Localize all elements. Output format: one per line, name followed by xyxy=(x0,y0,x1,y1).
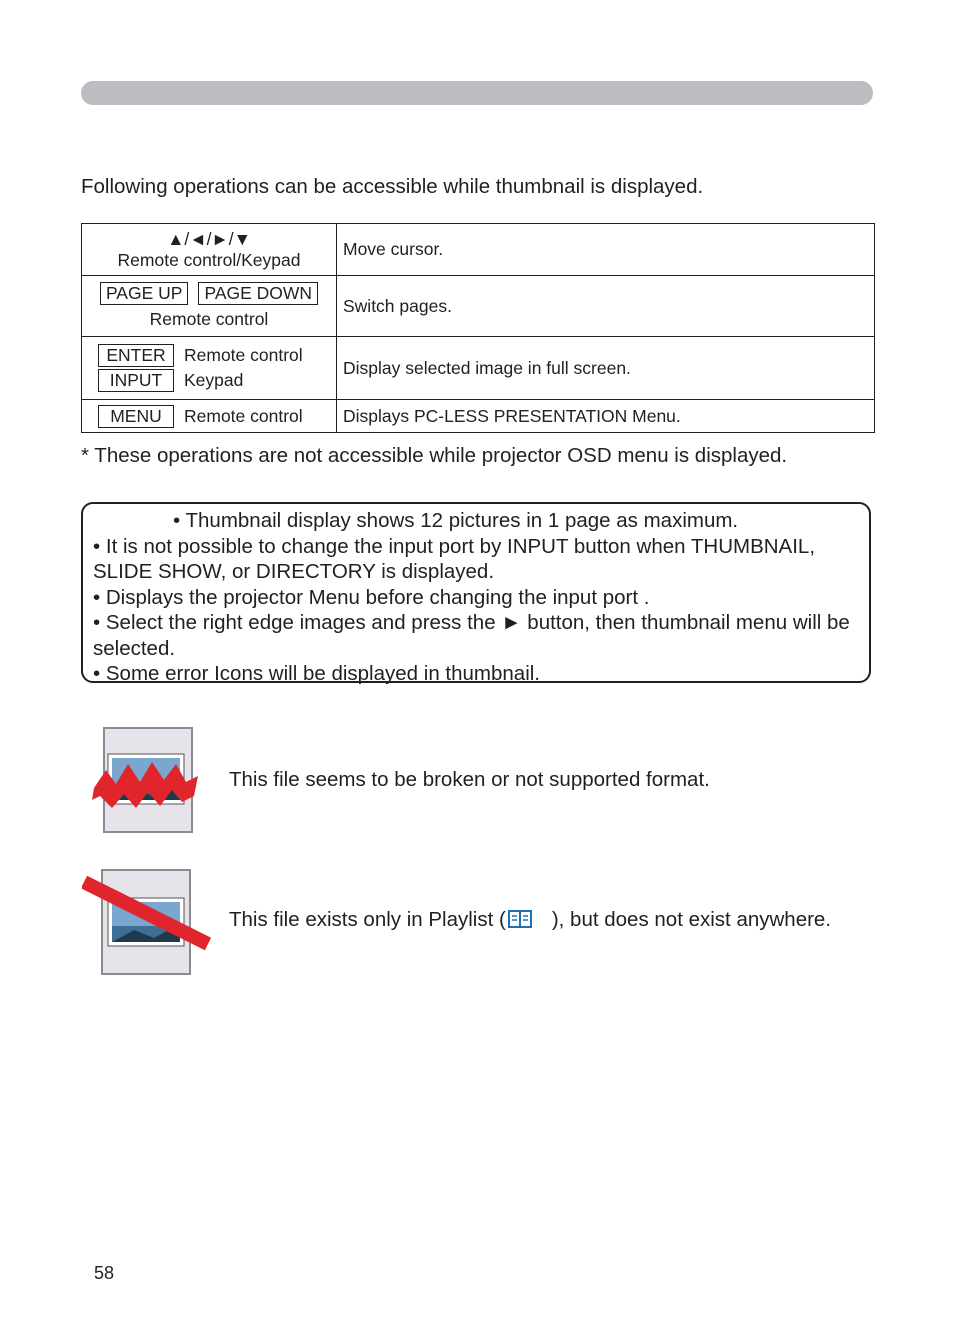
table-row xyxy=(82,276,875,337)
description-cell: Display selected image in full screen. xyxy=(337,337,875,400)
broken-file-row xyxy=(82,726,882,836)
note-line: • Select the right edge images and press the ► button, then thumbnail menu will be selected. xyxy=(93,611,850,660)
broken-file-text: This file seems to be broken or not supported format. xyxy=(229,768,710,791)
footnote: * These operations are not accessible while projector OSD menu is displayed. xyxy=(81,444,788,467)
enter-key: ENTER xyxy=(98,344,174,367)
operations-table xyxy=(81,223,875,433)
broken-file-icon xyxy=(82,726,202,836)
description-cell: Switch pages. xyxy=(337,276,875,337)
key-cell xyxy=(82,337,337,400)
menu-key: MENU xyxy=(98,405,174,428)
key-source: Remote control xyxy=(149,309,269,329)
note-line: • Thumbnail display shows 12 pictures in 1 page as maximum. xyxy=(173,509,739,532)
note-line: • Some error Icons will be displayed in thumbnail. xyxy=(93,662,540,685)
key-cell xyxy=(82,400,337,433)
book-reference-icon[interactable] xyxy=(508,910,532,928)
key-source: Remote control xyxy=(184,345,303,365)
page-number: 58 xyxy=(94,1263,115,1283)
table-row xyxy=(82,337,875,400)
intro-text: Following operations can be accessible while thumbnail is displayed. xyxy=(81,175,704,198)
missing-file-text-start: This file exists only in Playlist ( xyxy=(229,908,506,931)
key-source: Remote control/Keypad xyxy=(117,249,301,270)
note-box xyxy=(81,502,871,683)
header-bar xyxy=(81,81,873,105)
input-key: INPUT xyxy=(98,369,174,392)
page-down-key: PAGE DOWN xyxy=(198,282,318,305)
table-row xyxy=(82,224,875,276)
missing-file-text-end: ), but does not exist anywhere. xyxy=(551,908,832,931)
page-up-key: PAGE UP xyxy=(100,282,189,305)
missing-file-icon xyxy=(82,868,212,980)
note-line: • Displays the projector Menu before changing the input port . xyxy=(93,585,650,609)
table-row xyxy=(82,400,875,433)
note-line: • It is not possible to change the input port by INPUT button when THUMBNAIL, SLIDE SHOW, or DIRECTORY is displayed. xyxy=(93,534,816,583)
description-cell: Displays PC-LESS PRESENTATION Menu. xyxy=(337,400,875,433)
description-cell: Move cursor. xyxy=(337,224,875,276)
key-cell xyxy=(82,224,337,276)
missing-file-text xyxy=(229,908,831,932)
key-source: Keypad xyxy=(184,370,244,390)
key-cell xyxy=(82,276,337,337)
key-source: Remote control xyxy=(184,405,303,426)
missing-file-row xyxy=(82,868,882,980)
arrow-keys: ▲/◄/►/▼ xyxy=(167,228,251,249)
